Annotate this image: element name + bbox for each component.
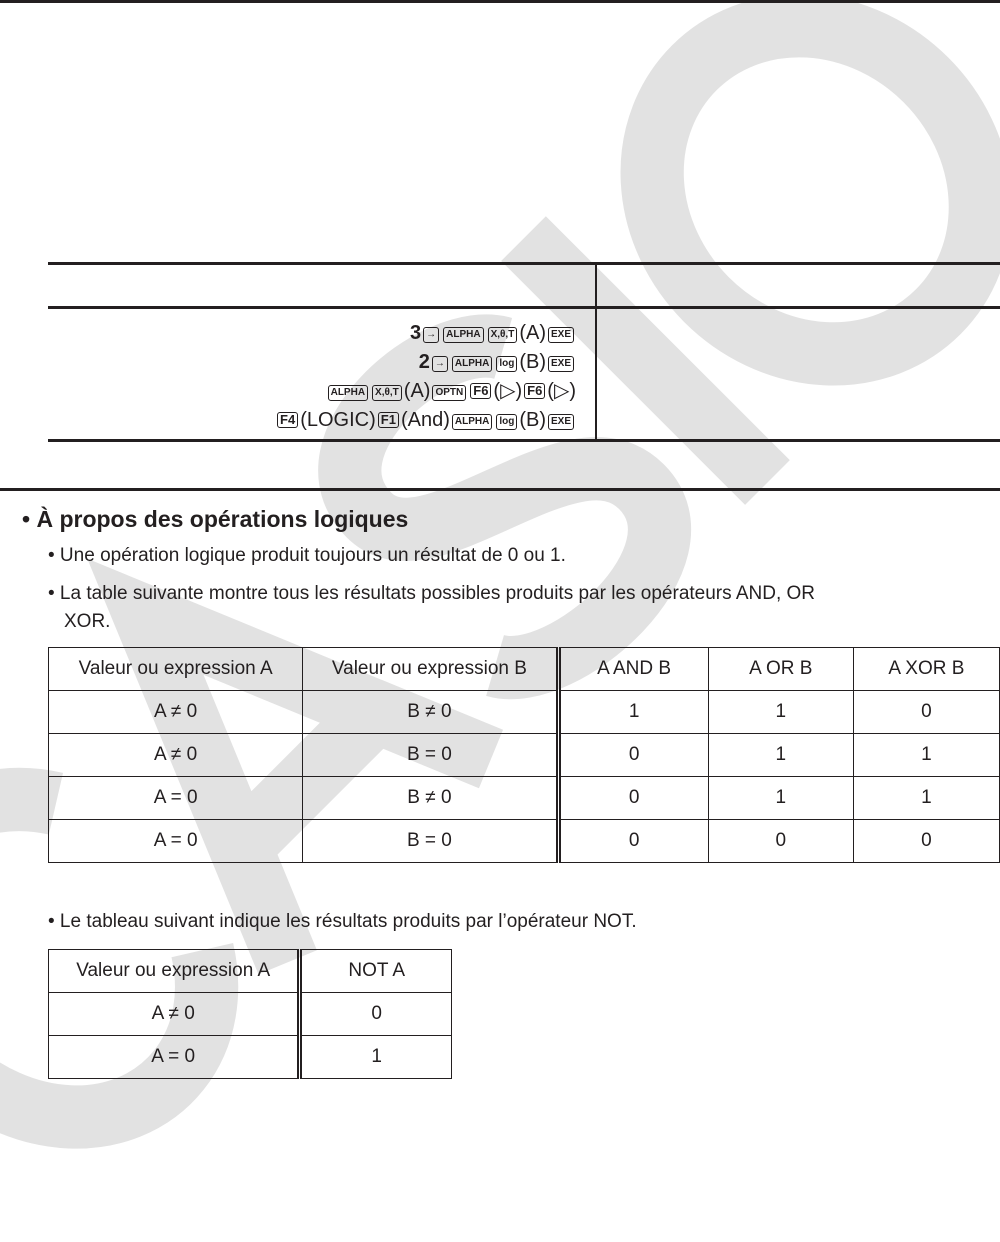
section-title: • À propos des opérations logiques xyxy=(22,506,409,532)
table-cell: 0 xyxy=(558,777,708,820)
bullet-3: • Le tableau suivant indique les résultats produits par l’opérateur NOT. xyxy=(48,911,637,932)
table-header-row xyxy=(49,648,1000,691)
table-cell: A ≠ 0 xyxy=(49,993,300,1036)
table-row xyxy=(49,734,1000,777)
table-row xyxy=(49,993,452,1036)
table-header-cell: NOT A xyxy=(300,950,452,993)
table-row xyxy=(49,1036,452,1079)
calc-key: F1 xyxy=(378,412,399,428)
calc-key: X,θ,T xyxy=(372,385,402,401)
key-text: (And) xyxy=(400,409,450,431)
key-sequence xyxy=(275,319,576,435)
table-header-cell: Valeur ou expression B xyxy=(303,648,558,691)
table-cell: 0 xyxy=(853,820,999,863)
example-box xyxy=(48,262,1000,442)
key-text: (▷) xyxy=(493,380,523,402)
calc-key: → xyxy=(423,327,439,343)
calc-key: X,θ,T xyxy=(488,327,518,343)
table-cell: 0 xyxy=(558,820,708,863)
table-cell: 1 xyxy=(558,691,708,734)
table-cell: 1 xyxy=(300,1036,452,1079)
section-rule xyxy=(0,488,1000,491)
bullet-2-cont: XOR. xyxy=(64,611,111,632)
table-cell: B ≠ 0 xyxy=(303,777,558,820)
calc-key: OPTN xyxy=(432,385,466,401)
table-row xyxy=(49,777,1000,820)
key-line xyxy=(275,406,576,435)
calc-key: ALPHA xyxy=(328,385,368,401)
calc-key: ALPHA xyxy=(452,414,492,430)
table-cell: 0 xyxy=(300,993,452,1036)
key-text: (A) xyxy=(519,322,546,344)
table-header-cell: A OR B xyxy=(708,648,853,691)
calc-key: EXE xyxy=(548,414,574,430)
calc-key: log xyxy=(496,414,517,430)
key-line xyxy=(275,348,576,377)
table-header-row xyxy=(49,950,452,993)
table-cell: 1 xyxy=(853,777,999,820)
key-text: 3 xyxy=(409,322,422,344)
key-line xyxy=(275,377,576,406)
table-cell: 0 xyxy=(708,820,853,863)
table-cell: A ≠ 0 xyxy=(49,734,303,777)
table-cell: A = 0 xyxy=(49,777,303,820)
table-header-cell: A AND B xyxy=(558,648,708,691)
calc-key: ALPHA xyxy=(443,327,483,343)
table-row xyxy=(49,691,1000,734)
table-row xyxy=(49,820,1000,863)
key-text: 2 xyxy=(418,351,430,373)
calc-key: F6 xyxy=(470,383,491,399)
calc-key: EXE xyxy=(548,356,574,372)
key-text: (▷) xyxy=(547,380,576,402)
key-line xyxy=(275,319,576,348)
table-cell: 1 xyxy=(708,691,853,734)
calc-key: F4 xyxy=(277,412,298,428)
table-cell: 0 xyxy=(853,691,999,734)
table-cell: B ≠ 0 xyxy=(303,691,558,734)
bullet-1: • Une opération logique produit toujours un résultat de 0 ou 1. xyxy=(48,545,566,566)
top-rule xyxy=(0,0,1000,3)
table-cell: 0 xyxy=(558,734,708,777)
calc-key: EXE xyxy=(548,327,574,343)
table-cell: 1 xyxy=(708,734,853,777)
table-cell: 1 xyxy=(853,734,999,777)
column-divider xyxy=(595,265,597,439)
calc-key: → xyxy=(432,356,448,372)
table-cell: A = 0 xyxy=(49,1036,300,1079)
table-cell: B = 0 xyxy=(303,820,558,863)
table-header-cell: Valeur ou expression A xyxy=(49,648,303,691)
table-cell: A ≠ 0 xyxy=(49,691,303,734)
table-header-cell: Valeur ou expression A xyxy=(49,950,300,993)
table-cell: 1 xyxy=(708,777,853,820)
key-text: (LOGIC) xyxy=(300,409,376,431)
table-cell: A = 0 xyxy=(49,820,303,863)
table-header-cell: A XOR B xyxy=(853,648,999,691)
example-header xyxy=(48,265,1000,309)
table-cell: B = 0 xyxy=(303,734,558,777)
calc-key: log xyxy=(496,356,517,372)
calc-key: ALPHA xyxy=(452,356,492,372)
logic-table xyxy=(48,647,1000,863)
key-text: (B) xyxy=(519,351,546,373)
key-text: (A) xyxy=(403,380,431,402)
not-table xyxy=(48,949,452,1079)
bullet-2: • La table suivante montre tous les résultats possibles produits par les opérateurs AND, OR xyxy=(48,583,816,604)
key-text: (B) xyxy=(519,409,546,431)
calc-key: F6 xyxy=(524,383,545,399)
